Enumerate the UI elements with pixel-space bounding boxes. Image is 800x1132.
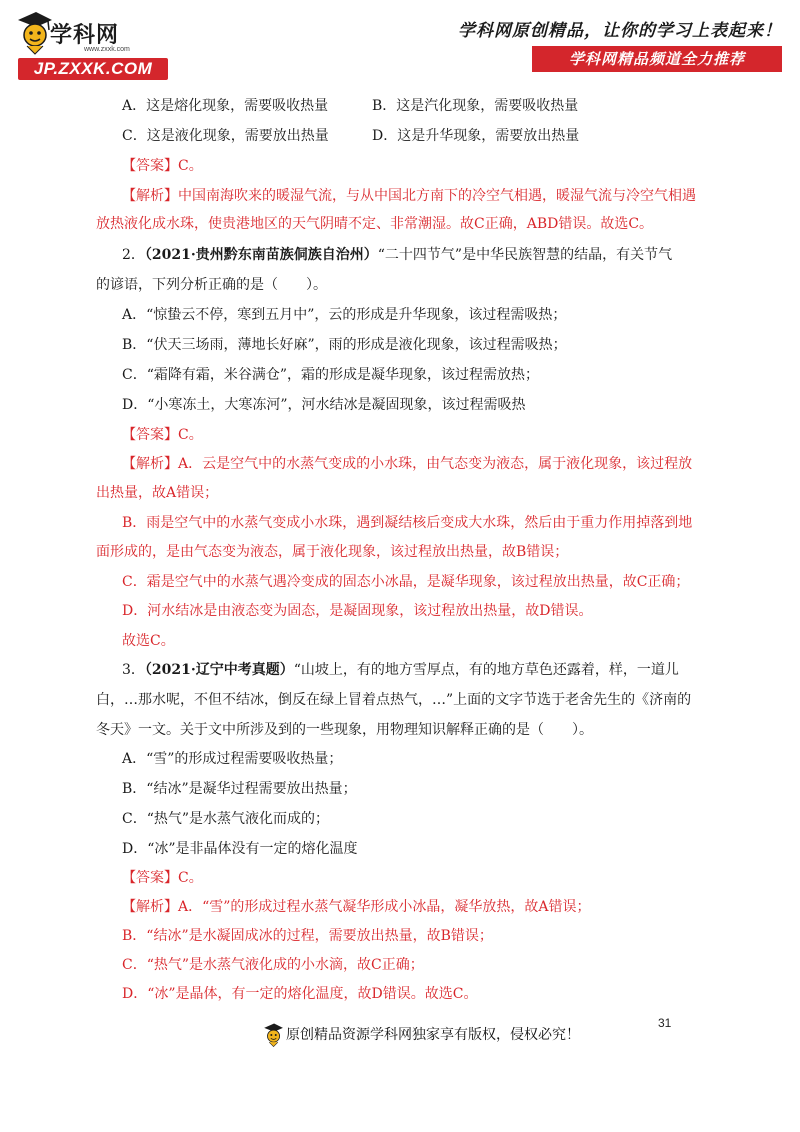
analysis-tag: 【解析】 <box>122 456 178 472</box>
q2-analysis-b-line-1: B．雨是空气中的水蒸气变成小水珠，遇到凝结核后变成大水珠，然后由于重力作用掉落到地 <box>122 515 693 531</box>
q2-answer <box>122 426 203 444</box>
q2-conclusion: 故选C。 <box>122 633 175 649</box>
question-number: 3． <box>122 662 145 678</box>
q3-analysis-a <box>122 898 591 916</box>
answer-value: C。 <box>178 158 203 174</box>
q2-analysis-b-line-2: 面形成的，是由气态变为液态，属于液化现象，该过程放出热量，故B错误； <box>96 544 569 560</box>
analysis-text: A．云是空气中的水蒸气变成的小水珠，由气态变为液态，属于液化现象，该过程放 <box>178 456 693 472</box>
answer-value: C。 <box>178 870 203 886</box>
q3-stem-line-2: 白，…那水呢，不但不结冰，倒反在绿上冒着点热气，…”上面的文字节选于老舍先生的《济南的 <box>96 692 692 708</box>
question-stem: “二十四节气”是中华民族智慧的结晶，有关节气 <box>377 247 673 263</box>
q1-analysis-line-1 <box>122 187 696 205</box>
q2-analysis-a-line-1 <box>122 455 692 473</box>
logo-domain: www.zxxk.com <box>84 46 130 53</box>
mascot-icon <box>262 1022 284 1048</box>
q3-option-d: D．“冰”是非晶体没有一定的熔化温度 <box>122 841 358 857</box>
question-number: 2． <box>122 247 145 263</box>
q3-option-a: A．“雪”的形成过程需要吸收热量； <box>122 751 343 767</box>
answer-value: C。 <box>178 427 203 443</box>
q1-option-d: D．这是升华现象，需要放出热量 <box>372 128 580 144</box>
page-number: 31 <box>658 1016 672 1030</box>
q3-stem-line-1 <box>122 661 679 679</box>
q2-stem-line-2: 的谚语，下列分析正确的是（ ）。 <box>96 277 327 293</box>
q3-analysis-c: C．“热气”是水蒸气液化成的小水滴，故C正确； <box>122 957 424 973</box>
q1-option-b: B．这是汽化现象，需要吸收热量 <box>372 98 579 114</box>
analysis-text: 中国南海吹来的暖湿气流，与从中国北方南下的冷空气相遇，暖湿气流与冷空气相遇 <box>178 188 696 204</box>
q2-analysis-d: D．河水结冰是由液态变为固态，是凝固现象，该过程放出热量，故D错误。 <box>122 603 593 619</box>
q1-option-c: C．这是液化现象，需要放出热量 <box>122 128 329 144</box>
analysis-tag: 【解析】 <box>122 899 178 915</box>
q3-answer <box>122 869 203 887</box>
header-banner: 学科网精品频道全力推荐 <box>532 46 782 72</box>
logo-url[interactable]: JP.ZXXK.COM <box>18 58 168 80</box>
logo-text: 学科网 <box>50 23 120 48</box>
q3-analysis-d: D．“冰”是晶体，有一定的熔化温度，故D错误。故选C。 <box>122 986 478 1002</box>
q2-option-d: D．“小寒冻土，大寒冻河”，河水结冰是凝固现象，该过程需吸热 <box>122 397 526 413</box>
answer-tag: 【答案】 <box>122 158 178 174</box>
question-stem: “山坡上，有的地方雪厚点，有的地方草色还露着，样，一道儿 <box>293 662 679 678</box>
analysis-text: A．“雪”的形成过程水蒸气凝华形成小冰晶，凝华放热，故A错误； <box>178 899 591 915</box>
answer-tag: 【答案】 <box>122 427 178 443</box>
q2-stem-line-1 <box>122 246 672 264</box>
q2-option-c: C．“霜降有霜，米谷满仓”，霜的形成是凝华现象，该过程需放热； <box>122 367 540 383</box>
q3-option-b: B．“结冰”是凝华过程需要放出热量； <box>122 781 357 797</box>
mascot-icon <box>14 10 54 56</box>
copyright-notice: 原创精品资源学科网独家享有版权，侵权必究！ <box>286 1027 580 1043</box>
q2-option-a: A．“惊蛰云不停，寒到五月中”，云的形成是升华现象，该过程需吸热； <box>122 307 567 323</box>
q1-answer <box>122 157 203 175</box>
zxxk-logo[interactable] <box>14 10 164 78</box>
question-source: （2021·贵州黔东南苗族侗族自治州） <box>144 247 378 263</box>
q2-option-b: B．“伏天三场雨，薄地长好麻”，雨的形成是液化现象，该过程需吸热； <box>122 337 567 353</box>
analysis-tag: 【解析】 <box>122 188 178 204</box>
q2-analysis-a-line-2: 出热量，故A错误； <box>96 485 219 501</box>
answer-tag: 【答案】 <box>122 870 178 886</box>
header-slogan: 学科网原创精品，让你的学习上表起来！ <box>458 21 782 41</box>
q1-option-a: A．这是熔化现象，需要吸收热量 <box>122 98 329 114</box>
question-source: （2021·辽宁中考真题） <box>144 662 294 678</box>
q3-option-c: C．“热气”是水蒸气液化而成的； <box>122 811 330 827</box>
q3-stem-line-3: 冬天》一文。关于文中所涉及到的一些现象，用物理知识解释正确的是（ ）。 <box>96 722 593 738</box>
q2-analysis-c: C．霜是空气中的水蒸气遇冷变成的固态小冰晶，是凝华现象，该过程放出热量，故C正确； <box>122 574 690 590</box>
q1-analysis-line-2: 放热液化成水珠，使贵港地区的天气阴晴不定、非常潮湿。故C正确，ABD错误。故选C。 <box>96 216 654 232</box>
q3-analysis-b: B．“结冰”是水凝固成冰的过程，需要放出热量，故B错误； <box>122 928 493 944</box>
